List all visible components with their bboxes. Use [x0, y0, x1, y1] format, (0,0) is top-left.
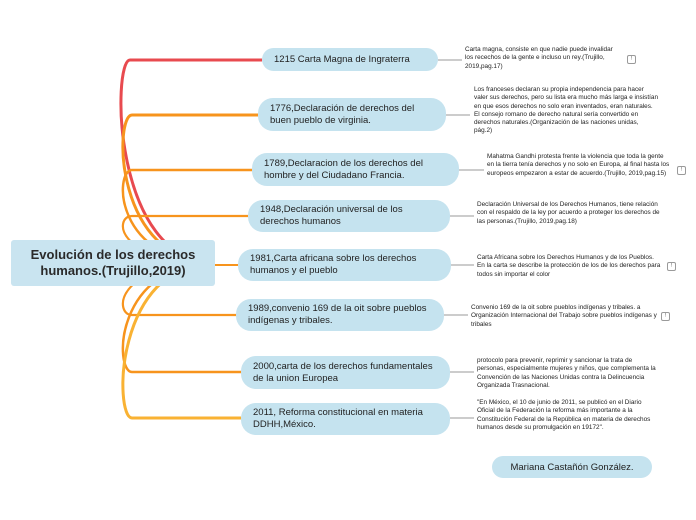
branch-note-1776: Los franceses declaran su propia independencia para hacer valer sus derechos, pero su lista era mucho más larga e insistían en que esos derechos no solo eran inventados, eran naturales. El consejo romano de derecho natural sería convertido en derechos naturales.(Organización de las naciones unidas, pág.2): [474, 86, 658, 135]
author-name: Mariana Castañón González.: [510, 461, 634, 473]
branch-label: 2000,carta de los derechos fundamentales de la union Europea: [253, 360, 433, 384]
note-marker-icon[interactable]: !: [677, 166, 686, 175]
branch-note-1215: Carta magna, consiste en que nadie puede invalidar los recechos de la gente e incluso un rey.(Trujillo, 2019,pag.17): [465, 46, 613, 70]
branch-label: 1989,convenio 169 de la oit sobre pueblos indígenas y tribales.: [248, 303, 427, 326]
branch-label: 1981,Carta africana sobre los derechos humanos y el pueblo: [250, 253, 417, 276]
author-node[interactable]: [492, 456, 652, 478]
branch-node-1789[interactable]: [252, 153, 459, 186]
branch-note-2011: "En México, el 10 de junio de 2011, se publicó en el Diario Oficial de la Federación la reforma más importante a la Constitución Federal de la República en materia de derechos humanos desde su promulgación en 19172".: [477, 399, 651, 431]
branch-node-1776[interactable]: [258, 98, 446, 131]
branch-label: 2011, Reforma constitucional en materia DDHH,México.: [253, 407, 423, 430]
note-marker-icon[interactable]: !: [667, 262, 676, 271]
branch-node-2011[interactable]: [241, 403, 450, 435]
branch-node-1948[interactable]: [248, 200, 450, 232]
branch-note-1981: Carta Africana sobre los Derechos Humanos y de los Pueblos. En la carta se describe la protección de los de los derechos para todos sin importar el color: [477, 254, 661, 278]
note-marker-icon[interactable]: !: [627, 55, 636, 64]
branch-note-2000: protocolo para prevenir, reprimir y sancionar la trata de personas, especialmente mujeres y niños, que complementa la Convención de las Naciones Unidas contra la Delincuencia Organizada Trasnacional.: [477, 357, 656, 389]
branch-note-1789: Mahatma Gandhi protesta frente la violencia que toda la gente en la tierra tenía derechos y no solo en Europa, al final hasta los europeos empezaron a estar de acuerdo.(Trujillo, 2019,pag.15): [487, 153, 670, 177]
branch-node-1981[interactable]: [238, 249, 451, 281]
branch-node-2000[interactable]: [241, 356, 450, 389]
branch-label: 1789,Declaracion de los derechos del hombre y del Ciudadano Francia.: [264, 157, 423, 181]
branch-node-1215[interactable]: [262, 48, 438, 71]
branch-label: 1215 Carta Magna de Ingraterra: [274, 53, 410, 65]
branch-label: 1948,Declaración universal de los derechos humanos: [260, 204, 403, 227]
branch-node-1989[interactable]: [236, 299, 444, 331]
central-topic-title: Evolución de los derechos humanos.(Trujillo,2019): [30, 247, 196, 278]
note-marker-icon[interactable]: !: [661, 312, 670, 321]
branch-note-1989: Convenio 169 de la oit sobre pueblos indígenas y tribales. a Organización Internacional del Trabajo sobre pueblos indígenas y tribales: [471, 304, 657, 328]
branch-note-1948: Declaración Universal de los Derechos Humanos, tiene relación con el respaldo de la ley por acuerdo a proteger los derechos de las personas.(Trujillo, 2019,pag.18): [477, 201, 660, 225]
central-topic[interactable]: [11, 240, 215, 286]
branch-label: 1776,Declaración de derechos del buen pueblo de virginia.: [270, 102, 415, 126]
